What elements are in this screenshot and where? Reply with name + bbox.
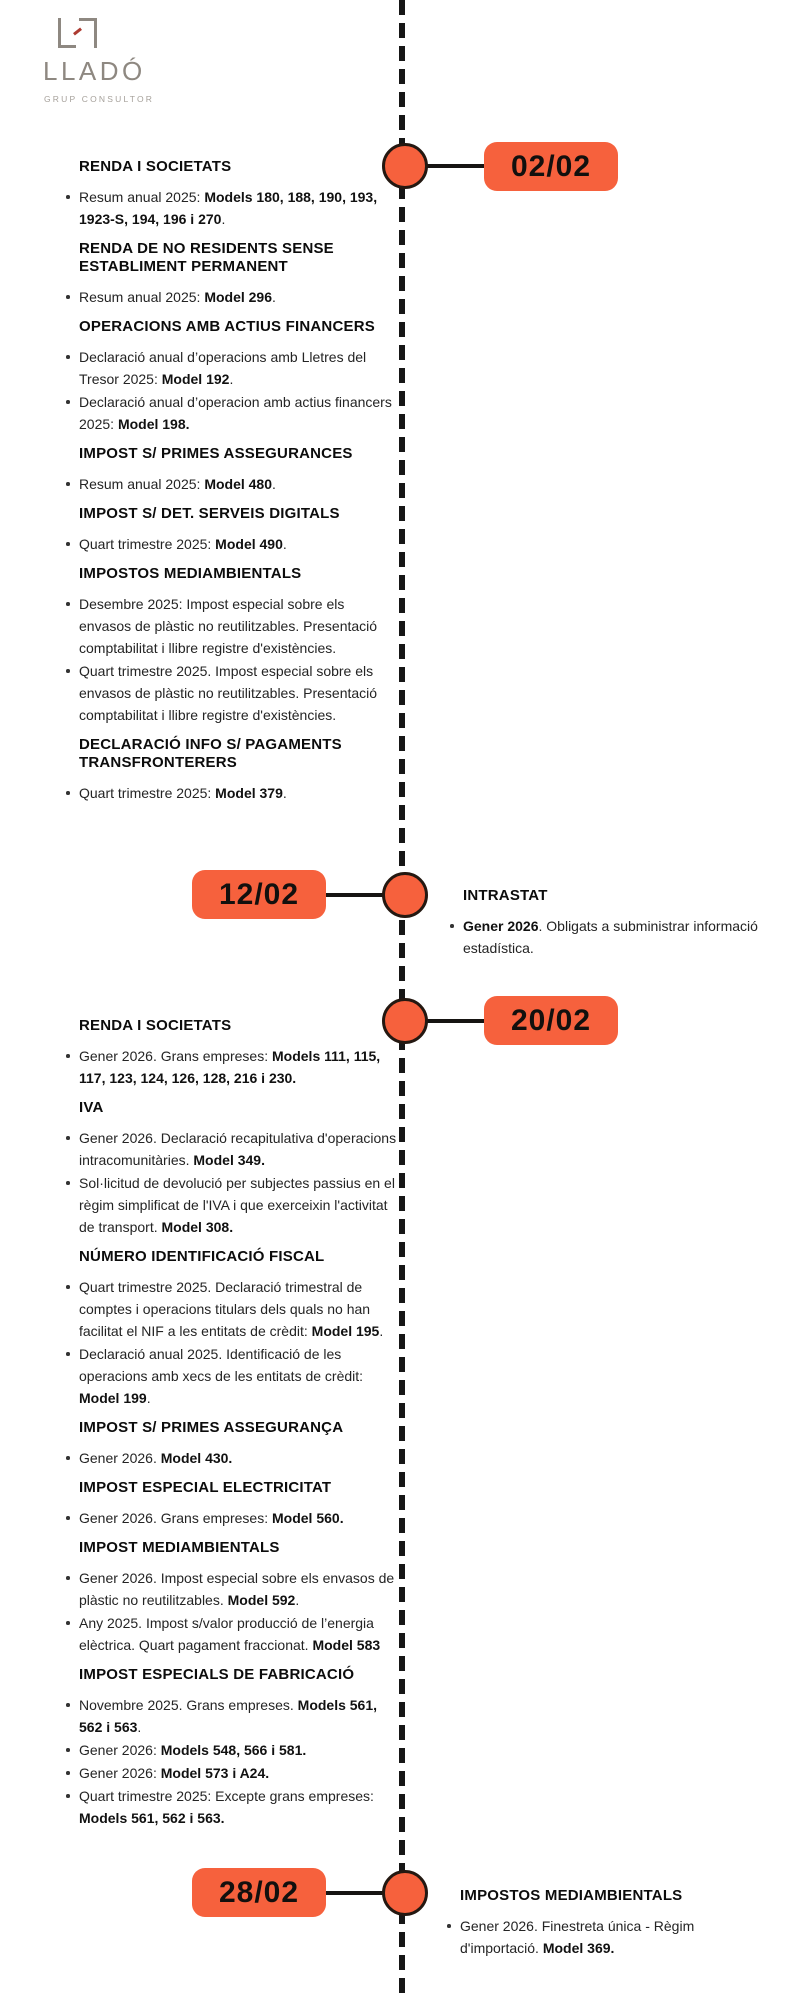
timeline-node-20-02 (382, 998, 428, 1044)
section-renda-no-residents (79, 240, 405, 308)
section-items (79, 593, 405, 726)
section-title: IMPOST S/ PRIMES ASSEGURANÇA (79, 1419, 344, 1436)
milestone-12-02-content (463, 887, 793, 960)
section-title: IMPOST ESPECIAL ELECTRICITAT (79, 1479, 332, 1496)
date-label: 20/02 (510, 1003, 592, 1037)
timeline-node-12-02 (382, 872, 428, 918)
section-title: DECLARACIÓ INFO S/ PAGAMENTS TRANSFRONTERERS (79, 736, 342, 771)
list-item: Gener 2026: Model 573 i A24. (79, 1762, 405, 1784)
date-label: 12/02 (218, 877, 300, 911)
section-items (79, 286, 405, 308)
section-impostos-mediambientals (79, 565, 405, 726)
section-title: IMPOST S/ DET. SERVEIS DIGITALS (79, 505, 340, 522)
section-impost-primes-asseguranca (79, 1419, 405, 1469)
list-item: Novembre 2025. Grans empreses. Models 561, 562 i 563. (79, 1694, 405, 1738)
logo-right-bracket-shape (79, 18, 97, 48)
section-items (79, 1507, 405, 1529)
section-intrastat (463, 887, 793, 959)
section-title: IMPOST MEDIAMBIENTALS (79, 1539, 280, 1556)
section-renda-i-societats-2 (79, 1017, 405, 1089)
section-items (79, 782, 405, 804)
section-title: IMPOSTOS MEDIAMBIENTALS (79, 565, 302, 582)
section-title: OPERACIONS AMB ACTIUS FINANCERS (79, 318, 375, 335)
brand-name: LLADÓ (43, 56, 146, 86)
section-title: RENDA I SOCIETATS (79, 158, 232, 175)
date-badge-20-02 (484, 996, 618, 1045)
section-title: IVA (79, 1099, 104, 1116)
section-operacions-actius-financers (79, 318, 405, 435)
timeline-node-28-02 (382, 1870, 428, 1916)
llado-logo-icon (52, 16, 103, 49)
list-item: Resum anual 2025: Model 480. (79, 473, 405, 495)
section-items (79, 346, 405, 435)
milestone-28-02-content (460, 1887, 736, 1960)
section-title: INTRASTAT (463, 887, 548, 904)
date-badge-12-02 (192, 870, 326, 919)
section-items (79, 186, 405, 230)
timeline-connector-02-02 (424, 164, 486, 168)
section-impostos-mediambientals-3 (460, 1887, 736, 1959)
section-items (460, 1915, 736, 1959)
list-item: Gener 2026. Grans empreses: Models 111, 115, 117, 123, 124, 126, 128, 216 i 230. (79, 1045, 405, 1089)
section-impost-serveis-digitals (79, 505, 405, 555)
section-title: NÚMERO IDENTIFICACIÓ FISCAL (79, 1248, 325, 1265)
section-impost-especials-fabricacio (79, 1666, 405, 1829)
section-items (79, 1045, 405, 1089)
list-item: Sol·licitud de devolució per subjectes passius en el règim simplificat de l'IVA i que exerceixin l'activitat de transport. Model 308. (79, 1172, 405, 1238)
list-item: Gener 2026. Model 430. (79, 1447, 405, 1469)
list-item: Gener 2026. Grans empreses: Model 560. (79, 1507, 405, 1529)
timeline-connector-28-02 (324, 1891, 386, 1895)
section-items (79, 1447, 405, 1469)
section-title: IMPOST ESPECIALS DE FABRICACIÓ (79, 1666, 355, 1683)
timeline-connector-12-02 (324, 893, 386, 897)
list-item: Declaració anual 2025. Identificació de les operacions amb xecs de les entitats de crèdit: Model 199. (79, 1343, 405, 1409)
section-title: RENDA DE NO RESIDENTS SENSE ESTABLIMENT PERMANENT (79, 240, 334, 275)
list-item: Declaració anual d’operacions amb Lletres del Tresor 2025: Model 192. (79, 346, 405, 390)
list-item: Quart trimestre 2025: Model 379. (79, 782, 405, 804)
section-declaracio-pagaments-transfronterers (79, 736, 405, 804)
list-item: Quart trimestre 2025. Impost especial sobre els envasos de plàstic no reutilitzables. Presentació comptabilitat i llibre registre d'existències. (79, 660, 405, 726)
timeline-node-02-02 (382, 143, 428, 189)
section-numero-identificacio-fiscal (79, 1248, 405, 1409)
section-items (79, 1127, 405, 1238)
list-item: Resum anual 2025: Model 296. (79, 286, 405, 308)
section-items (79, 533, 405, 555)
list-item: Quart trimestre 2025. Declaració trimestral de comptes i operacions titulars dels quals no han facilitat el NIF a les entitats de crèdit: Model 195. (79, 1276, 405, 1342)
milestone-02-02-content (79, 158, 405, 805)
section-title: RENDA I SOCIETATS (79, 1017, 232, 1034)
brand-tagline: GRUP CONSULTOR (44, 94, 155, 104)
list-item: Gener 2026. Finestreta única - Règim d'importació. Model 369. (460, 1915, 736, 1959)
section-impost-primes-assegurances (79, 445, 405, 495)
section-items (463, 915, 793, 959)
milestone-20-02-content (79, 1017, 405, 1830)
list-item: Gener 2026. Declaració recapitulativa d'operacions intracomunitàries. Model 349. (79, 1127, 405, 1171)
list-item: Declaració anual d’operacion amb actius financers 2025: Model 198. (79, 391, 405, 435)
date-label: 28/02 (218, 1875, 300, 1909)
date-label: 02/02 (510, 149, 592, 183)
section-title: IMPOSTOS MEDIAMBIENTALS (460, 1887, 683, 1904)
list-item: Quart trimestre 2025: Excepte grans empreses: Models 561, 562 i 563. (79, 1785, 405, 1829)
section-impost-especial-electricitat (79, 1479, 405, 1529)
section-impost-mediambientals-2 (79, 1539, 405, 1656)
list-item: Any 2025. Impost s/valor producció de l’energia elèctrica. Quart pagament fraccionat. Model 583 (79, 1612, 405, 1656)
list-item: Gener 2026. Impost especial sobre els envasos de plàstic no reutilitzables. Model 592. (79, 1567, 405, 1611)
section-items (79, 473, 405, 495)
section-renda-i-societats (79, 158, 405, 230)
section-title: IMPOST S/ PRIMES ASSEGURANCES (79, 445, 353, 462)
list-item: Gener 2026. Obligats a subministrar informació estadística. (463, 915, 793, 959)
list-item: Desembre 2025: Impost especial sobre els envasos de plàstic no reutilitzables. Presentació comptabilitat i llibre registre d'existències. (79, 593, 405, 659)
date-badge-02-02 (484, 142, 618, 191)
timeline-connector-20-02 (424, 1019, 486, 1023)
section-items (79, 1567, 405, 1656)
list-item: Quart trimestre 2025: Model 490. (79, 533, 405, 555)
list-item: Resum anual 2025: Models 180, 188, 190, 193, 1923-S, 194, 196 i 270. (79, 186, 405, 230)
section-items (79, 1694, 405, 1829)
date-badge-28-02 (192, 1868, 326, 1917)
list-item: Gener 2026: Models 548, 566 i 581. (79, 1739, 405, 1761)
section-iva (79, 1099, 405, 1238)
section-items (79, 1276, 405, 1409)
